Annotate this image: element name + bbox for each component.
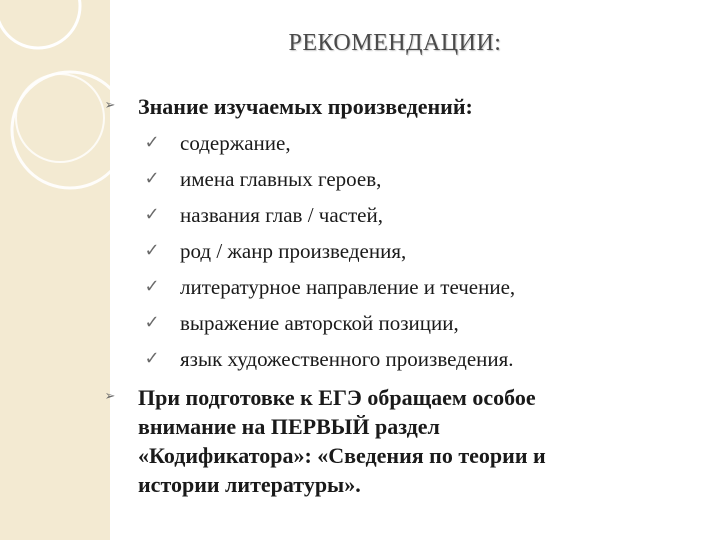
arrowhead-icon: ➢ [104,98,116,113]
slide-title: РЕКОМЕНДАЦИИ: [288,30,502,56]
list-item-text: язык художественного произведения. [180,347,514,371]
checkmark-icon: ✓ [144,204,160,225]
checkmark-icon: ✓ [144,348,160,369]
decorative-circles [0,0,110,540]
list-item-text: род / жанр произведения, [180,239,407,263]
list-item-text: литературное направление и течение, [180,275,516,299]
list-item [100,125,700,161]
list-item [100,197,700,233]
decorative-side-band [0,0,110,540]
section-2-line: При подготовке к ЕГЭ обращаем особое [138,385,536,410]
list-item-text: названия глав / частей, [180,203,383,227]
checkmark-icon: ✓ [144,312,160,333]
checkmark-icon: ✓ [144,132,160,153]
checkmark-icon: ✓ [144,168,160,189]
list-item-text: содержание, [180,131,291,155]
list-item [100,233,700,269]
section-1-heading: Знание изучаемых произведений: [138,94,473,119]
checkmark-icon: ✓ [144,240,160,261]
list-item-text: выражение авторской позиции, [180,311,459,335]
section-2-line: истории литературы». [138,472,361,497]
list-item [100,305,700,341]
section-2-line: внимание на ПЕРВЫЙ раздел [138,414,440,439]
list-item [100,269,700,305]
arrowhead-icon: ➢ [104,389,116,404]
section-1-list [100,125,700,377]
slide-content [100,92,700,499]
section-2 [100,383,700,499]
section-2-line: «Кодификатора»: «Сведения по теории и [138,443,546,468]
list-item [100,341,700,377]
section-1 [100,92,700,121]
checkmark-icon: ✓ [144,276,160,297]
list-item [100,161,700,197]
list-item-text: имена главных героев, [180,167,382,191]
